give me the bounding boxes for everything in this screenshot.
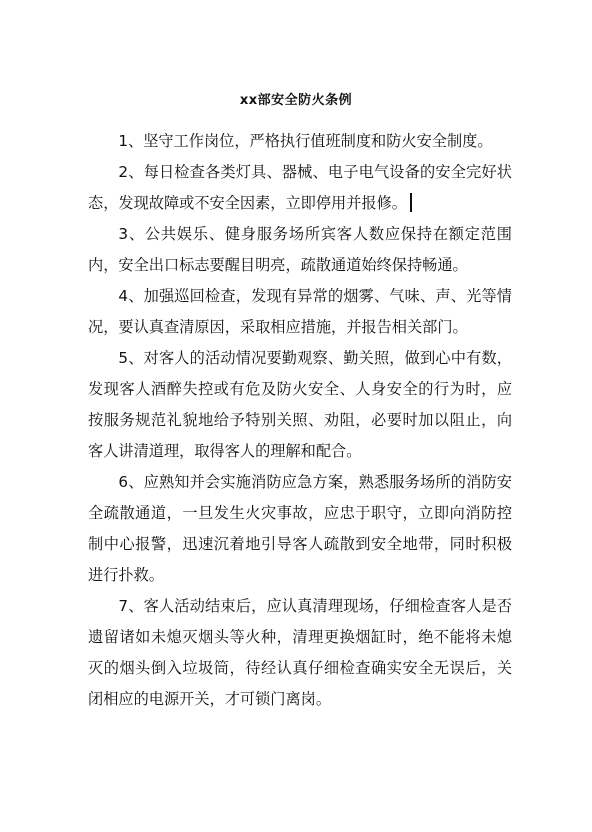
paragraph-1: 1、坚守工作岗位，严格执行值班制度和防火安全制度。 <box>118 132 493 150</box>
paragraph-7: 7、客人活动结束后，应认真清理现场，仔细检查客人是否遗留诸如未熄灭烟头等火种，清理更换烟缸时，绝不能将未熄灭的烟头倒入垃圾筒，待经认真仔细检查确实安全无误后，关闭相应的电源开关，才可锁门离岗。 <box>88 597 512 708</box>
document-body[interactable] <box>88 126 512 715</box>
text-cursor <box>410 193 412 212</box>
paragraph-4: 4、加强巡回检查，发现有异常的烟雾、气味、声、光等情况，要认真查清原因，采取相应措施，并报告相关部门。 <box>88 287 512 336</box>
paragraph-3: 3、公共娱乐、健身服务场所宾客人数应保持在额定范围内，安全出口标志要醒目明亮，疏散通道始终保持畅通。 <box>88 225 512 274</box>
document-title: xx部安全防火条例 <box>239 93 353 108</box>
paragraph-2 <box>88 157 512 219</box>
paragraph-5: 5、对客人的活动情况要勤观察、勤关照，做到心中有数，发现客人酒醉失控或有危及防火安全、人身安全的行为时，应按服务规范礼貌地给予特别关照、劝阻，必要时加以阻止，向客人讲清道理，取得客人的理解和配合。 <box>88 349 512 460</box>
paragraph-6: 6、应熟知并会实施消防应急方案，熟悉服务场所的消防安全疏散通道，一旦发生火灾事故，应忠于职守，立即向消防控制中心报警，迅速沉着地引导客人疏散到安全地带，同时积极进行扑救。 <box>88 473 512 584</box>
paragraph-2-text: 2、每日检查各类灯具、器械、电子电气设备的安全完好状态，发现故障或不安全因素，立即停用并报修。 <box>88 163 512 212</box>
